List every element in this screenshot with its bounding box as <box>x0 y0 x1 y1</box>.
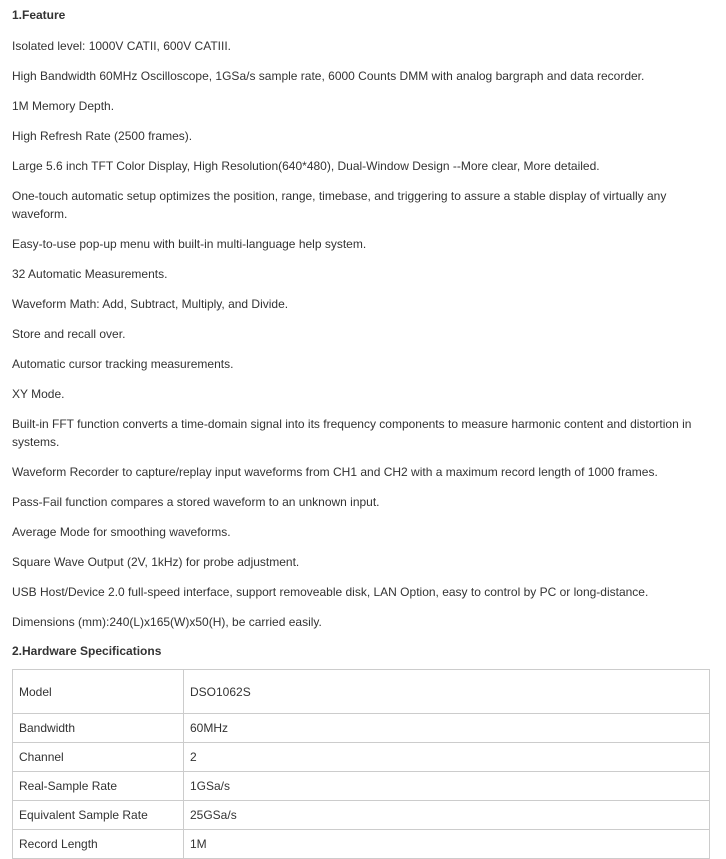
feature-item: Easy-to-use pop-up menu with built-in multi-language help system. <box>12 237 367 251</box>
feature-item: Built-in FFT function converts a time-domain signal into its frequency components to measure harmonic content and distortion in systems. <box>12 417 692 449</box>
feature-item: Square Wave Output (2V, 1kHz) for probe adjustment. <box>12 555 300 569</box>
product-description <box>12 0 718 658</box>
feature-item: Automatic cursor tracking measurements. <box>12 357 234 371</box>
table-row <box>13 801 710 830</box>
feature-item: Pass-Fail function compares a stored waveform to an unknown input. <box>12 495 380 509</box>
feature-item: Waveform Recorder to capture/replay input waveforms from CH1 and CH2 with a maximum record length of 1000 frames. <box>12 465 658 479</box>
spec-value: 25GSa/s <box>184 801 710 830</box>
spec-key: Real-Sample Rate <box>13 772 184 801</box>
spec-value: 2 <box>184 743 710 772</box>
spec-key: Model <box>13 670 184 714</box>
spec-value: 1M <box>184 830 710 859</box>
hardware-heading: 2.Hardware Specifications <box>12 644 162 658</box>
feature-item: Average Mode for smoothing waveforms. <box>12 525 231 539</box>
spec-key: Channel <box>13 743 184 772</box>
feature-item: Isolated level: 1000V CATII, 600V CATIII. <box>12 39 231 53</box>
feature-item: Large 5.6 inch TFT Color Display, High Resolution(640*480), Dual-Window Design --More clear, More detailed. <box>12 159 600 173</box>
spec-key: Record Length <box>13 830 184 859</box>
feature-item: 32 Automatic Measurements. <box>12 267 168 281</box>
spec-key: Equivalent Sample Rate <box>13 801 184 830</box>
feature-heading: 1.Feature <box>12 8 66 22</box>
spec-value: 1GSa/s <box>184 772 710 801</box>
spec-key: Bandwidth <box>13 714 184 743</box>
table-row <box>13 830 710 859</box>
table-row <box>13 670 710 714</box>
feature-item: 1M Memory Depth. <box>12 99 115 113</box>
feature-item: USB Host/Device 2.0 full-speed interface, support removeable disk, LAN Option, easy to control by PC or long-distance. <box>12 585 649 599</box>
feature-item: High Bandwidth 60MHz Oscilloscope, 1GSa/s sample rate, 6000 Counts DMM with analog bargraph and data recorder. <box>12 69 645 83</box>
feature-item: XY Mode. <box>12 387 65 401</box>
feature-item: Dimensions (mm):240(L)x165(W)x50(H), be carried easily. <box>12 615 322 629</box>
feature-item: One-touch automatic setup optimizes the position, range, timebase, and triggering to assure a stable display of virtually any waveform. <box>12 189 667 221</box>
spec-value: 60MHz <box>184 714 710 743</box>
feature-item: High Refresh Rate (2500 frames). <box>12 129 193 143</box>
spec-value: DSO1062S <box>184 670 710 714</box>
feature-item: Waveform Math: Add, Subtract, Multiply, and Divide. <box>12 297 289 311</box>
hardware-spec-table <box>12 669 710 859</box>
table-row <box>13 743 710 772</box>
feature-item: Store and recall over. <box>12 327 126 341</box>
table-row <box>13 772 710 801</box>
table-row <box>13 714 710 743</box>
